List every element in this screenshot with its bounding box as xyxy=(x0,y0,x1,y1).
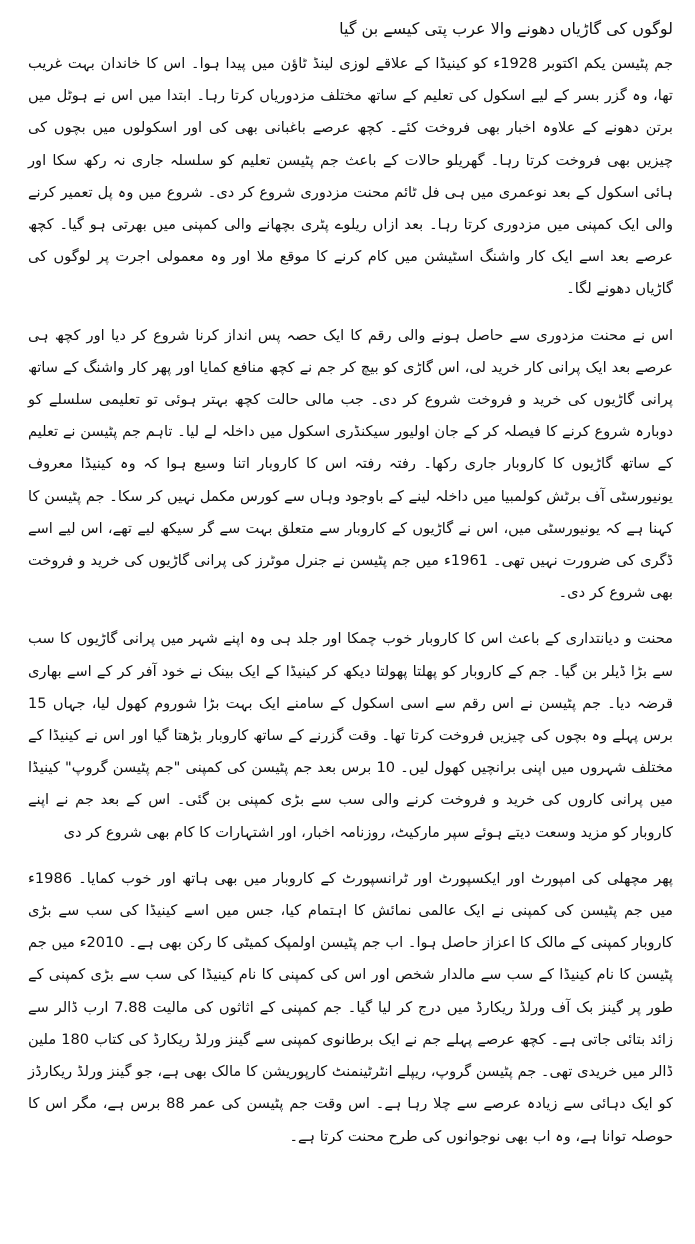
article-paragraph-4: پھر مچھلی کی امپورٹ اور ایکسپورٹ اور ٹرانسپورٹ کے کاروبار میں بھی ہاتھ اور خوب کمایا۔ 1986ء میں جم پٹیسن کی کمپنی نے ایک عالمی نمائش کا اہتمام کیا، جس میں اسے کینیڈا کی سب سے بڑی کاروبار کمپنی کے مالک کا اعزاز حاصل ہوا۔ اب جم پٹیسن اولمپک کمیٹی کا رکن بھی ہے۔ 2010ء میں جم پٹیسن کا نام کینیڈا کے سب سے مالدار شخص اور اس کی کمپنی کا نام کینیڈا کی سب سے بڑی کمپنی کے طور پر گینز بک آف ورلڈ ریکارڈ میں درج کر لیا گیا۔ جم کمپنی کے اثاثوں کی مالیت 7.88 ارب ڈالر سے زائد بتائی جاتی ہے۔ کچھ عرصے پہلے جم نے ایک برطانوی کمپنی سے گینز ورلڈ ریکارڈ کی کتاب 180 ملین ڈالر میں خریدی تھی۔ جم پٹیسن گروپ، ریپلے انٹرٹینمنٹ کارپوریشن کا مالک بھی ہے، جو گینز ورلڈ ریکارڈز کو ایک دہائی سے زیادہ عرصے سے چلا رہا ہے۔ اس وقت جم پٹیسن کی عمر 88 برس ہے، مگر اس کا حوصلہ توانا ہے، وہ اب بھی نوجوانوں کی طرح محنت کرتا ہے۔ xyxy=(28,869,674,1145)
article-paragraph-2: اس نے محنت مزدوری سے حاصل ہونے والی رقم کا ایک حصہ پس انداز کرنا شروع کر دیا اور کچھ ہی عرصے بعد ایک پرانی کار خرید لی، اس گاڑی کو بیچ کر جم نے کچھ منافع کمایا اور پھر کار واشنگ کے ساتھ پرانی گاڑیوں کی خرید و فروخت شروع کر دی۔ جب مالی حالت کچھ بہتر ہوئی تو تعلیمی سلسلے کو دوبارہ شروع کرنے کا فیصلہ کر کے جان اولیور سیکنڈری اسکول میں داخلہ لے لیا۔ تاہم جم پٹیسن نے تعلیم کے ساتھ گاڑیوں کا کاروبار جاری رکھا۔ رفتہ رفتہ اس کا کاروبار اتنا وسیع ہوا کہ وہ کینیڈا معروف یونیورسٹی آف برٹش کولمبیا میں داخلہ لینے کے باوجود وہاں سے کورس مکمل نہیں کر سکا۔ جم پٹیسن کا کہنا ہے کہ یونیورسٹی میں، اس نے گاڑیوں کے کاروبار سے متعلق بہت سے گر سیکھ لیے تھے، اس لیے اسے ڈگری کی ضرورت نہیں تھی۔ 1961ء میں جم پٹیسن نے جنرل موٹرز کی پرانی گاڑیوں کی خرید و فروخت بھی شروع کر دی۔ xyxy=(28,326,673,602)
article-paragraph-3: محنت و دیانتداری کے باعث اس کا کاروبار خوب چمکا اور جلد ہی وہ اپنے شہر میں پرانی گاڑیوں کا سب سے بڑا ڈیلر بن گیا۔ جم کے کاروبار کو پھلتا پھولتا دیکھ کر کینیڈا کے ایک بینک نے خود آفر کر کے اسے بھاری قرضہ دیا۔ جم پٹیسن نے اس رقم سے اسی اسکول کے سامنے ایک بہت بڑا شوروم کھول لیا، جہاں 15 برس پہلے وہ بچوں کی چیزیں فروخت کرتا تھا۔ وقت گزرنے کے ساتھ کاروبار بڑھتا گیا اور اس نے کینیڈا کے مختلف شہروں میں اپنی برانچیں کھول لیں۔ 10 برس بعد جم پٹیسن کی کمپنی "جم پٹیسن گروپ" کینیڈا میں پرانی کاروں کی خرید و فروخت کرنے والی سب سے بڑی کمپنی بن گئی۔ اس کے بعد جم نے اپنے کاروبار کو مزید وسعت دیتے ہوئے سپر مارکیٹ، روزنامہ اخبار، اور اشتہارات کا کام بھی شروع کر دی xyxy=(28,630,673,841)
article xyxy=(28,12,673,1236)
article-paragraph-1: جم پٹیسن یکم اکتوبر 1928ء کو کینیڈا کے علاقے لوزی لینڈ ٹاؤن میں پیدا ہوا۔ اس کا خاندان بہت غریب تھا، وہ گزر بسر کے لیے اسکول کی تعلیم کے ساتھ مختلف مزدوریاں کرتا رہا۔ ابتدا میں اس نے ہوٹل میں برتن دھونے کے علاوہ اخبار بھی فروخت کئے۔ کچھ عرصے باغبانی بھی کی اور اسکولوں میں بچوں کی چیزیں بھی فروخت کرتا رہا۔ گھریلو حالات کے باعث جم پٹیسن تعلیم کو سلسلہ جاری نہ رکھ سکا اور ہائی اسکول کے بعد نوعمری میں ہی فل ٹائم محنت مزدوری شروع کر دی۔ شروع میں وہ پل تعمیر کرنے والی ایک کمپنی میں مزدوری کرتا رہا۔ بعد ازاں ریلوے پٹری بچھانے والی کمپنی میں بھرتی ہو گیا۔ کچھ عرصے بعد اسے ایک کار واشنگ اسٹیشن میں کام کرنے کا موقع ملا اور وہ معمولی اجرت پر لوگوں کی گاڑیاں دھونے لگا۔ xyxy=(28,55,673,298)
article-title: لوگوں کی گاڑیاں دھونے والا عرب پتی کیسے بن گیا xyxy=(339,19,673,38)
